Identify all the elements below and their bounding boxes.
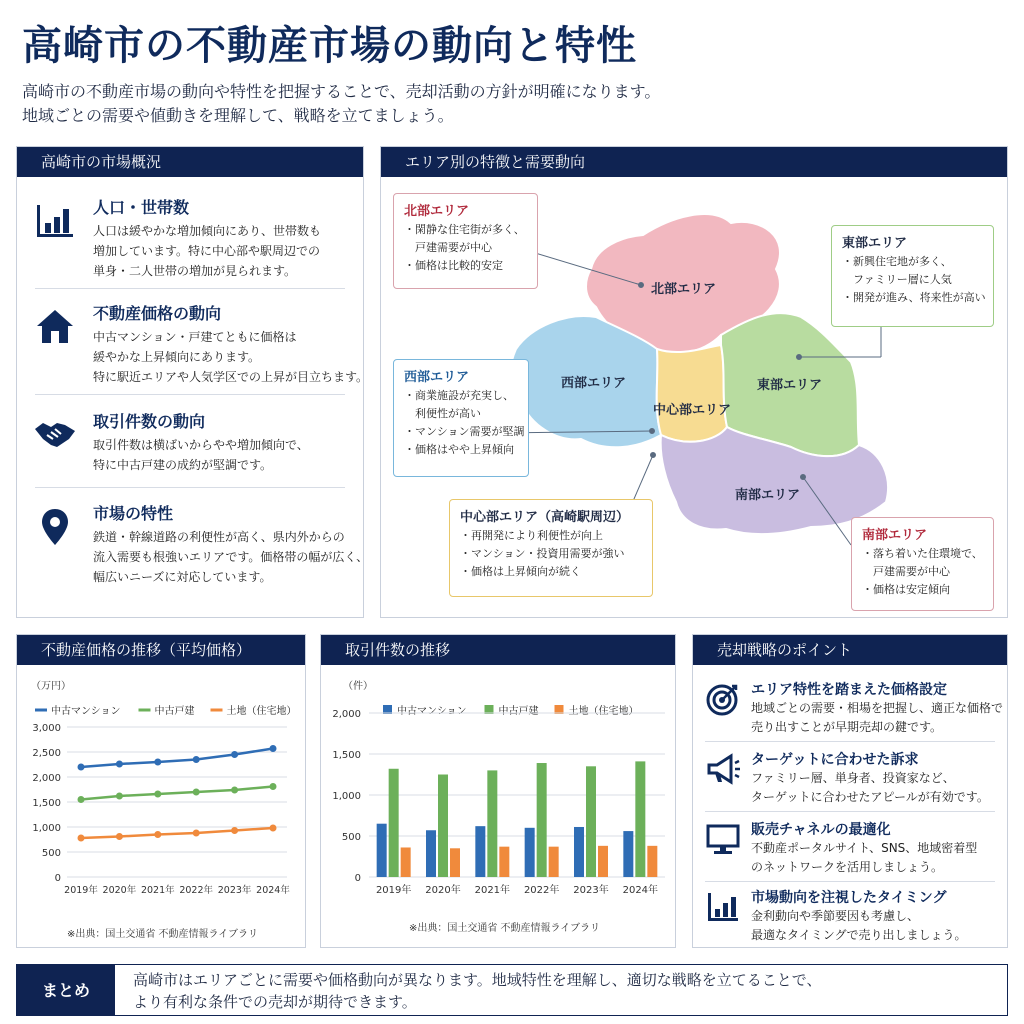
- y-tick-label: 3,000: [32, 723, 61, 734]
- data-point: [193, 789, 200, 796]
- divider: [705, 881, 995, 882]
- x-tick-label: 2024年: [256, 885, 290, 896]
- data-point: [270, 745, 277, 752]
- y-tick-label: 1,000: [32, 823, 61, 834]
- lead-text: [22, 80, 660, 128]
- callout-title: 南部エリア: [862, 528, 928, 543]
- y-tick-label: 1,000: [332, 791, 361, 802]
- callout-line: ・商業施設が充実し、: [404, 389, 514, 402]
- bar: [525, 828, 535, 877]
- bar: [450, 848, 460, 877]
- target-icon: [705, 681, 741, 717]
- x-tick-label: 2021年: [140, 885, 175, 896]
- monitor-icon: [705, 821, 741, 857]
- summary-label: まとめ: [17, 965, 115, 1015]
- divider: [35, 394, 345, 395]
- panel-heading: 不動産価格の推移（平均価格）: [17, 635, 305, 665]
- summary-box: [16, 964, 1008, 1016]
- y-axis-unit: （件）: [343, 681, 373, 692]
- x-tick-label: 2022年: [179, 885, 214, 896]
- callout-line: ・閑静な住宅街が多く、: [404, 223, 525, 236]
- callout-line: ・新興住宅地が多く、: [842, 255, 952, 268]
- page-title: 高崎市の不動産市場の動向と特性: [22, 23, 637, 69]
- callout-title: 東部エリア: [842, 236, 908, 251]
- data-point: [270, 825, 277, 832]
- callout-line: ・価格は上昇傾向が続く: [460, 565, 581, 578]
- bar: [586, 766, 596, 877]
- bar: [537, 763, 547, 877]
- bar: [401, 847, 411, 877]
- strategy-item-text: [751, 699, 1003, 737]
- market-overview-panel: [16, 146, 369, 618]
- x-tick-label: 2019年: [375, 885, 412, 896]
- map-label-center: 中心部エリア: [653, 403, 732, 418]
- panel-heading: 取引件数の推移: [321, 635, 675, 665]
- bar: [377, 824, 387, 877]
- callout-east: [831, 225, 994, 327]
- bar: [635, 761, 645, 877]
- callout-title: 西部エリア: [404, 370, 470, 385]
- summary-text: [133, 969, 822, 1013]
- data-point: [154, 759, 161, 766]
- strategy-item-title: ターゲットに合わせた訴求: [751, 752, 919, 768]
- data-point: [270, 783, 277, 790]
- callout-west: [393, 359, 529, 477]
- callout-south: [851, 517, 994, 611]
- chart-source: ※出典：国土交通省 不動産情報ライブラリ: [409, 923, 600, 934]
- divider: [35, 487, 345, 488]
- y-tick-label: 0: [54, 873, 61, 884]
- x-tick-label: 2024年: [622, 885, 659, 896]
- overview-item-price: [17, 301, 369, 391]
- overview-item-market: [17, 501, 369, 591]
- text-line: 最適なタイミングで売り出しましょう。: [751, 928, 967, 942]
- lead-line: 地域ごとの需要や値動きを理解して、戦略を立てましょう。: [22, 106, 454, 125]
- text-line: 流入需要も根強いエリアです。価格帯の幅が広く、: [93, 550, 369, 564]
- map-pin-icon: [33, 505, 77, 549]
- volume-chart-panel: [320, 634, 676, 948]
- map-label-south: 南部エリア: [735, 488, 801, 503]
- text-line: 単身・二人世帯の増加が見られます。: [93, 264, 297, 278]
- bar: [389, 769, 399, 877]
- callout-title: 北部エリア: [404, 204, 470, 219]
- data-point: [193, 756, 200, 763]
- callout-line: ・価格は安定傾向: [862, 583, 950, 596]
- overview-item-volume: [17, 409, 363, 479]
- x-tick-label: 2020年: [102, 885, 137, 896]
- data-point: [154, 791, 161, 798]
- callout-line: ・再開発により利便性が向上: [460, 529, 603, 542]
- y-tick-label: 1,500: [332, 750, 361, 761]
- strategy-panel: [692, 634, 1008, 948]
- overview-item-title: 人口・世帯数: [93, 198, 190, 217]
- area-map-panel: [380, 146, 1008, 618]
- text-line: 不動産ポータルサイト、SNS、地域密着型: [751, 841, 978, 855]
- x-tick-label: 2020年: [425, 885, 461, 896]
- series-line: [81, 749, 273, 768]
- bar: [647, 846, 657, 877]
- overview-item-text: [93, 221, 321, 281]
- text-line: 特に中古戸建の成約が堅調です。: [93, 458, 273, 472]
- text-line: のネットワークを活用しましょう。: [751, 860, 944, 874]
- megaphone-icon: [705, 751, 741, 787]
- y-tick-label: 1,500: [32, 798, 61, 809]
- callout-line: ・落ち着いた住環境で、: [862, 547, 983, 560]
- overview-item-text: [93, 527, 368, 587]
- data-point: [78, 764, 85, 771]
- bar: [499, 847, 509, 877]
- panel-heading: 売却戦略のポイント: [693, 635, 1007, 665]
- bar-chart-icon: [33, 199, 77, 243]
- overview-item-text: [93, 327, 368, 387]
- bar: [598, 846, 608, 877]
- legend-label: 土地（住宅地）: [568, 706, 639, 717]
- panel-heading: 高崎市の市場概況: [17, 147, 363, 177]
- x-tick-label: 2022年: [523, 885, 560, 896]
- data-point: [78, 835, 85, 842]
- legend-label: 中古マンション: [51, 706, 121, 717]
- text-line: 緩やかな上昇傾向にあります。: [93, 350, 261, 364]
- y-tick-label: 2,000: [32, 773, 61, 784]
- overview-item-title: 市場の特性: [93, 504, 174, 523]
- handshake-icon: [33, 413, 77, 457]
- bar: [574, 827, 584, 877]
- text-line: ターゲットに合わせたアピールが有効です。: [751, 790, 989, 804]
- strategy-item-targeting: [693, 749, 1007, 809]
- series-line: [81, 828, 273, 838]
- text-line: 鉄道・幹線道路の利便性が高く、県内外からの: [93, 530, 345, 544]
- callout-line: 戸建需要が中心: [404, 241, 492, 254]
- x-tick-label: 2023年: [217, 885, 252, 896]
- data-point: [116, 793, 123, 800]
- x-tick-label: 2023年: [573, 885, 609, 896]
- series-line: [81, 787, 273, 800]
- text-line: 特に駅近エリアや人気学区での上昇が目立ちます。: [93, 370, 369, 384]
- callout-title: 中心部エリア（高崎駅周辺）: [460, 510, 630, 525]
- map-label-west: 西部エリア: [561, 376, 627, 391]
- y-tick-label: 2,000: [332, 709, 361, 720]
- callout-line: ・マンション需要が堅調: [404, 425, 525, 438]
- center-area-region: [657, 345, 727, 442]
- strategy-item-title: 販売チャネルの最適化: [751, 822, 891, 838]
- price-chart-panel: [16, 634, 306, 948]
- map-label-north: 北部エリア: [651, 282, 717, 297]
- divider: [35, 288, 345, 289]
- overview-item-title: 不動産価格の動向: [93, 304, 222, 323]
- strategy-item-text: [751, 839, 977, 877]
- bar: [426, 830, 436, 877]
- text-line: 高崎市はエリアごとに需要や価格動向が異なります。地域特性を理解し、適切な戦略を立てることで、: [133, 971, 822, 989]
- data-point: [231, 827, 238, 834]
- strategy-item-channels: [693, 819, 1007, 879]
- bar: [487, 770, 497, 877]
- data-point: [154, 831, 161, 838]
- overview-item-title: 取引件数の動向: [93, 412, 206, 431]
- bar: [438, 775, 448, 878]
- text-line: 幅広いニーズに対応しています。: [93, 570, 272, 584]
- legend-label: 中古戸建: [154, 706, 195, 717]
- callout-line: ・開発が進み、将来性が高い: [842, 291, 986, 304]
- callout-north: [393, 193, 538, 289]
- volume-bar-chart: [321, 675, 675, 925]
- chart-source: ※出典：国土交通省 不動産情報ライブラリ: [67, 929, 258, 940]
- text-line: 増加しています。特に中心部や駅周辺での: [93, 244, 321, 258]
- divider: [705, 741, 995, 742]
- strategy-item-title: エリア特性を踏まえた価格設定: [751, 682, 947, 698]
- y-tick-label: 500: [41, 848, 61, 859]
- legend-label: 中古戸建: [498, 706, 539, 717]
- bar: [475, 826, 485, 877]
- data-point: [116, 761, 123, 768]
- house-icon: [33, 305, 77, 349]
- strategy-item-text: [751, 769, 989, 807]
- data-point: [116, 833, 123, 840]
- y-tick-label: 500: [341, 832, 361, 843]
- y-axis-unit: （万円）: [31, 681, 71, 692]
- y-tick-label: 2,500: [32, 748, 61, 759]
- strategy-item-text: [751, 907, 967, 945]
- legend-label: 中古マンション: [397, 706, 467, 717]
- map-label-east: 東部エリア: [757, 378, 823, 393]
- text-line: 金利動向や季節要因も考慮し、: [751, 909, 920, 923]
- data-point: [231, 787, 238, 794]
- callout-line: ・価格はやや上昇傾向: [404, 443, 514, 456]
- data-point: [231, 751, 238, 758]
- x-tick-label: 2021年: [474, 885, 511, 896]
- divider: [705, 811, 995, 812]
- panel-heading: エリア別の特徴と需要動向: [381, 147, 1007, 177]
- callout-line: 利便性が高い: [404, 407, 481, 420]
- overview-item-text: [93, 435, 309, 475]
- bar-chart-icon: [705, 889, 741, 925]
- callout-center: [449, 499, 653, 597]
- text-line: 中古マンション・戸建てともに価格は: [93, 330, 297, 344]
- bar: [623, 831, 633, 877]
- text-line: 売り出すことが早期売却の鍵です。: [751, 720, 943, 734]
- text-line: 取引件数は横ばいからやや増加傾向で、: [93, 438, 309, 452]
- overview-item-population: [17, 195, 363, 285]
- price-line-chart: [17, 675, 305, 935]
- callout-line: ファミリー層に人気: [842, 273, 952, 286]
- legend-label: 土地（住宅地）: [226, 706, 297, 717]
- callout-line: ・価格は比較的安定: [404, 259, 503, 272]
- data-point: [78, 796, 85, 803]
- strategy-item-pricing: [693, 679, 1007, 739]
- callout-line: 戸建需要が中心: [862, 565, 950, 578]
- text-line: ファミリー層、単身者、投資家など、: [751, 771, 955, 785]
- strategy-item-title: 市場動向を注視したタイミング: [751, 890, 947, 906]
- bar: [549, 847, 559, 877]
- callout-line: ・マンション・投資用需要が強い: [460, 547, 625, 560]
- lead-line: 高崎市の不動産市場の動向や特性を把握することで、売却活動の方針が明確になります。: [22, 82, 661, 101]
- text-line: より有利な条件での売却が期待できます。: [133, 993, 417, 1011]
- text-line: 地域ごとの需要・相場を把握し、適正な価格で: [751, 701, 1004, 715]
- y-tick-label: 0: [354, 873, 361, 884]
- strategy-item-timing: [693, 887, 1007, 947]
- text-line: 人口は緩やかな増加傾向にあり、世帯数も: [93, 224, 322, 238]
- x-tick-label: 2019年: [64, 885, 98, 896]
- data-point: [193, 830, 200, 837]
